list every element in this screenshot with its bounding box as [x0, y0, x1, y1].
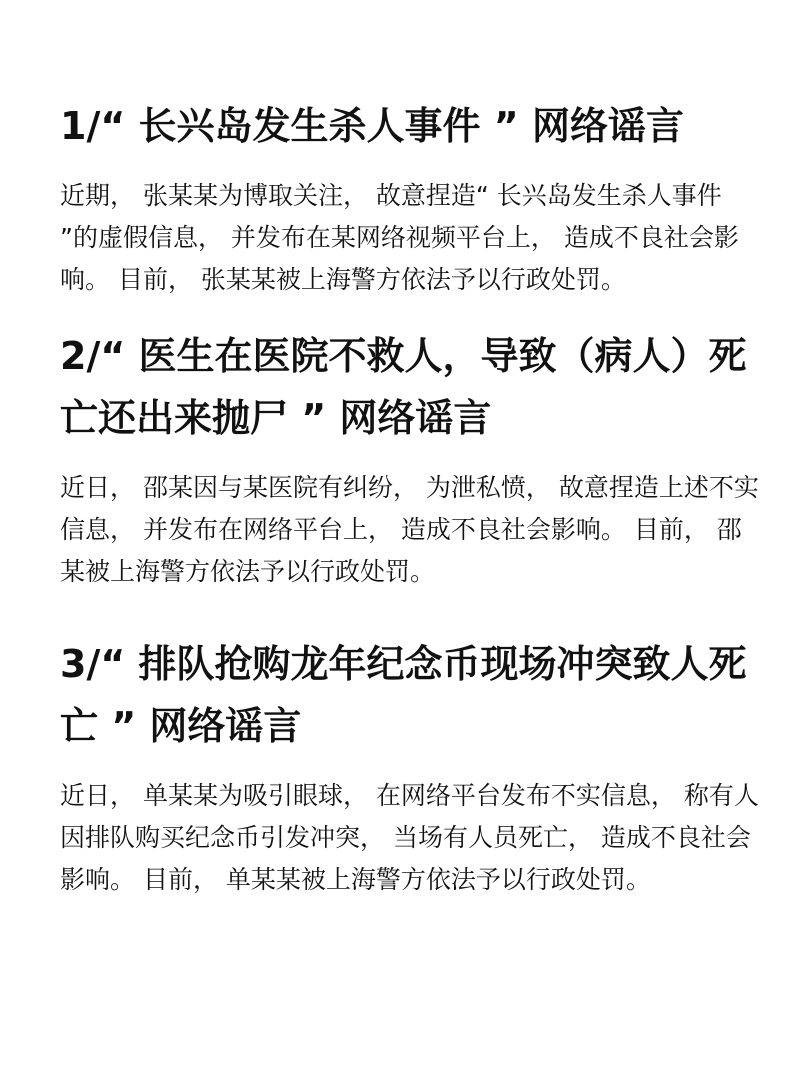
section-2-body: 近日， 邵某因与某医院有纠纷， 为泄私愤， 故意捏造上述不实信息， 并发布在网络平台上， 造成不良社会影响。 目前， 邵某被上海警方依法予以行政处罚。	[60, 473, 759, 586]
section-3-heading: 3/“ 排队抢购龙年纪念币现场冲突致人死亡 ” 网络谣言	[60, 642, 747, 748]
rumor-section-1	[60, 95, 760, 301]
rumor-section-2	[60, 325, 760, 593]
rumor-section-3	[60, 633, 760, 901]
section-3-body: 近日， 单某某为吸引眼球， 在网络平台发布不实信息， 称有人因排队购买纪念币引发冲突， 当场有人员死亡， 造成不良社会影响。 目前， 单某某被上海警方依法予以行政处罚。	[60, 781, 759, 894]
section-1-heading: 1/“ 长兴岛发生杀人事件 ” 网络谣言	[60, 104, 684, 148]
article	[60, 95, 760, 901]
section-1-body: 近期， 张某某为博取关注， 故意捏造“ 长兴岛发生杀人事件 ”的虚假信息， 并发布在某网络视频平台上， 造成不良社会影响。 目前， 张某某被上海警方依法予以行政处罚。	[60, 181, 739, 294]
section-2-heading: 2/“ 医生在医院不救人，导致（病人）死亡还出来抛尸 ” 网络谣言	[60, 334, 747, 440]
